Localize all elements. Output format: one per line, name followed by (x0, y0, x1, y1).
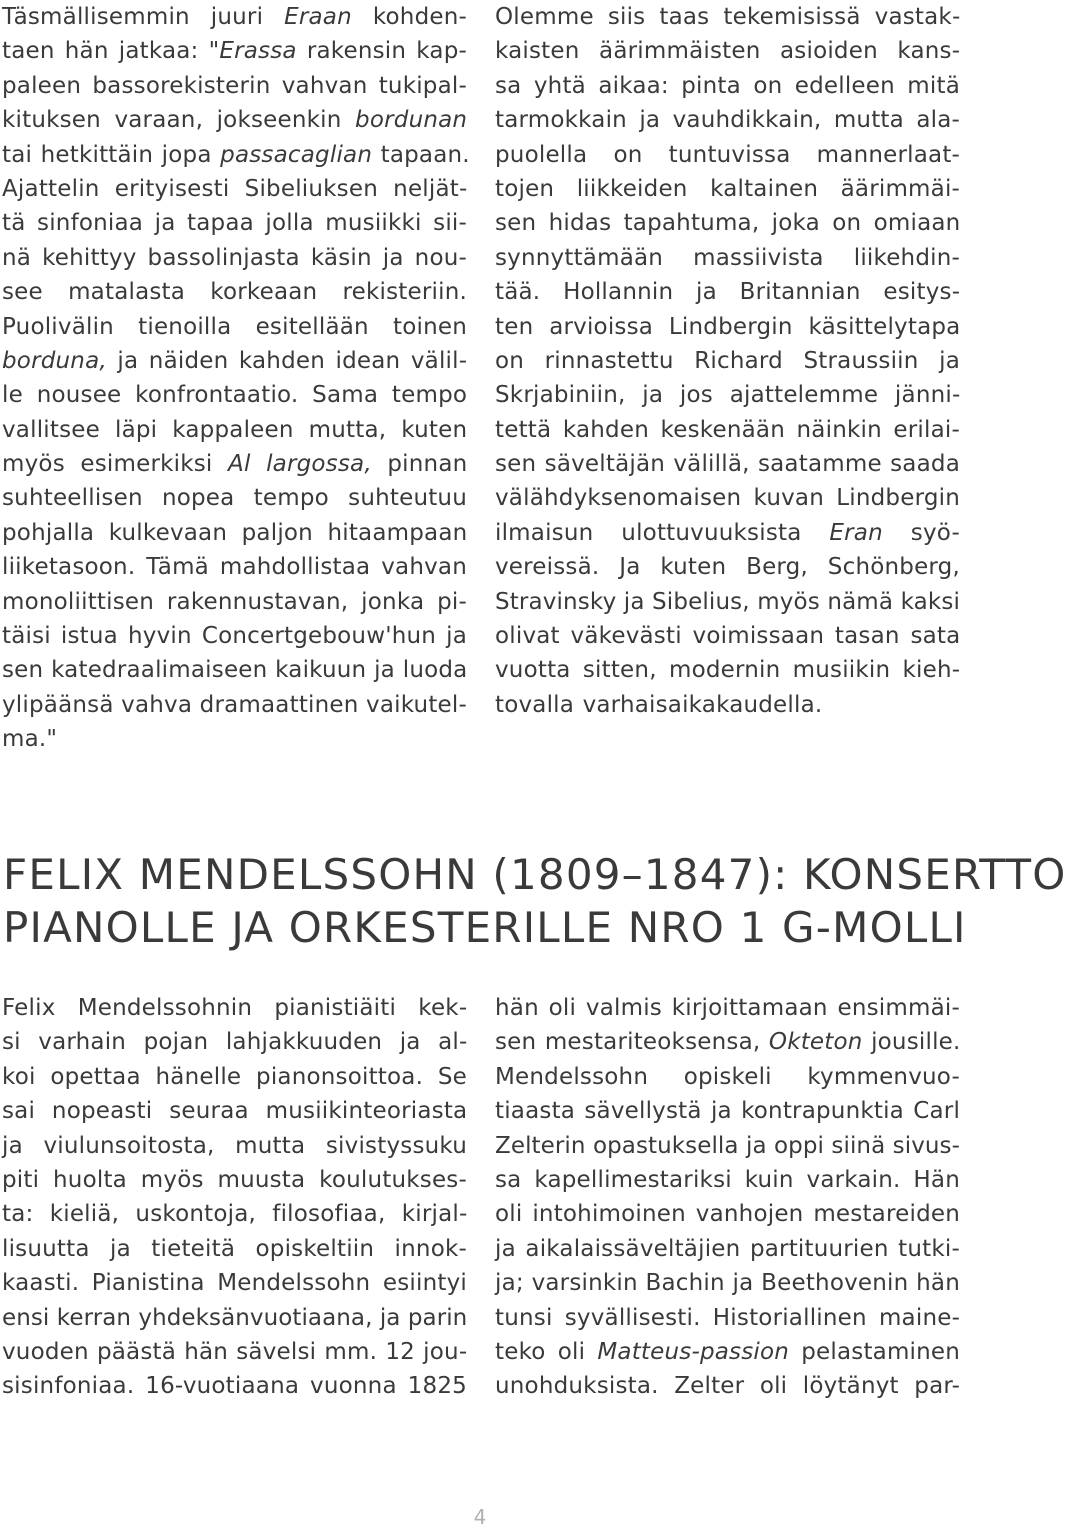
text-line: ja; varsinkin Bachin ja Beethovenin hän (495, 1270, 960, 1297)
text-line: vuoden päästä hän sävelsi mm. 12 jou- (2, 1338, 468, 1365)
heading-line-2: PIANOLLE JA ORKESTERILLE NRO 1 G-MOLLI (3, 903, 967, 952)
text-line: on rinnastettu Richard Straussiin ja (495, 347, 960, 374)
text-line: välähdyksenomaisen kuvan Lindbergin (495, 485, 960, 512)
text-line: tovalla varhaisaikakaudella. (495, 691, 823, 718)
text-line: see matalasta korkeaan rekisteriin. (2, 279, 467, 306)
text-line: kituksen varaan, jokseenkin bordunan (2, 107, 468, 134)
text-line: ja viulunsoitosta, mutta sivistyssuku (2, 1132, 467, 1159)
column-3-text (2, 991, 467, 1404)
text-line: oli intohimoinen vanhojen mestareiden (495, 1201, 960, 1228)
text-line: puolella on tuntuvissa mannerlaat- (495, 141, 961, 168)
text-line: paleen bassorekisterin vahvan tukipal- (2, 72, 467, 99)
text-line: tää. Hollannin ja Britannian esitys- (495, 279, 961, 306)
text-line: borduna, ja näiden kahden idean välil- (2, 347, 468, 374)
text-line: lisuutta ja tieteitä opiskeltiin innok- (2, 1235, 467, 1262)
text-line: Stravinsky ja Sibelius, myös nämä kaksi (495, 588, 961, 615)
text-line: sen katedraalimaiseen kaikuun ja luoda (2, 657, 468, 684)
column-4-text (495, 991, 960, 1404)
text-line: tunsi syvällisesti. Historiallinen maine- (495, 1304, 961, 1331)
text-line: Skrjabiniin, ja jos ajattelemme jänni- (495, 382, 961, 409)
text-line: Olemme siis taas tekemisissä vastak- (495, 4, 961, 30)
text-line: ma." (2, 726, 58, 753)
text-line: tarmokkain ja vauhdikkain, mutta ala- (495, 107, 960, 134)
text-line: sen mestariteoksensa, Okteton jousille. (495, 1029, 961, 1056)
text-line: ylipäänsä vahva dramaattinen vaikutel- (2, 691, 467, 718)
text-line: ja aikalaissäveltäjien partituurien tutki- (495, 1235, 960, 1262)
italic-title: Eran (829, 519, 883, 546)
text-line: teko oli Matteus-passion pelastaminen (495, 1338, 961, 1365)
italic-title: Okteton (768, 1029, 863, 1056)
text-line: ten arvioissa Lindbergin käsittelytapa (495, 313, 961, 340)
column-2-text (495, 0, 960, 722)
text-line: ta: kieliä, uskontoja, filosofiaa, kirjal- (2, 1201, 468, 1228)
page-number: 4 (473, 1505, 487, 1529)
text-line: tä sinfoniaa ja tapaa jolla musiikki sii- (2, 210, 468, 237)
section-heading (3, 848, 1067, 954)
italic-title: Erassa (219, 38, 297, 65)
column-1-text (2, 0, 470, 757)
text-line: synnyttämään massiivista liikehdin- (495, 244, 960, 271)
heading-line-1: FELIX MENDELSSOHN (1809–1847): KONSERTTO (3, 850, 1067, 899)
text-line: sen säveltäjän välillä, saatamme saada (495, 451, 960, 478)
text-line: sisinfoniaa. 16-vuotiaana vuonna 1825 (2, 1373, 467, 1400)
text-line: Täsmällisemmin juuri Eraan kohden- (2, 4, 467, 30)
text-line: Zelterin opastuksella ja oppi siinä sivus- (495, 1132, 960, 1159)
text-line: koi opettaa hänelle pianonsoittoa. Se (2, 1063, 467, 1090)
text-line: suhteellisen nopea tempo suhteutuu (2, 485, 467, 512)
italic-title: Al largossa, (228, 451, 372, 478)
text-line: Puolivälin tienoilla esitellään toinen (2, 313, 467, 340)
text-line: vuotta sitten, modernin musiikin kieh- (495, 657, 961, 684)
text-line: pohjalla kulkevaan paljon hitaampaan (2, 519, 468, 546)
text-line: ensi kerran yhdeksänvuotiaana, ja parin (2, 1304, 468, 1331)
text-line: kaasti. Pianistina Mendelssohn esiintyi (2, 1270, 467, 1297)
text-line: tojen liikkeiden kaltainen äärimmäi- (495, 175, 961, 202)
italic-title: Eraan (284, 4, 352, 30)
text-line: tettä kahden keskenään näinkin erilai- (495, 416, 960, 443)
italic-title: borduna, (2, 347, 107, 374)
text-line: Mendelssohn opiskeli kymmenvuo- (495, 1063, 960, 1090)
text-line: si varhain pojan lahjakkuuden ja al- (2, 1029, 468, 1056)
text-line: monoliittisen rakennustavan, jonka pi- (2, 588, 467, 615)
text-line: myös esimerkiksi Al largossa, pinnan (2, 451, 468, 478)
italic-title: passacaglian (220, 141, 373, 168)
italic-title: Matteus-passion (597, 1338, 790, 1365)
text-line: taen hän jatkaa: "Erassa rakensin kap- (2, 38, 467, 65)
text-line: nä kehittyy bassolinjasta käsin ja nou- (2, 244, 467, 271)
text-line: sai nopeasti seuraa musiikinteoriasta (2, 1098, 468, 1125)
text-line: piti huolta myös muusta koulutukses- (2, 1166, 467, 1193)
text-line: sen hidas tapahtuma, joka on omiaan (495, 210, 961, 237)
text-line: Felix Mendelssohnin pianistiäiti kek- (2, 995, 468, 1021)
text-line: unohduksista. Zelter oli löytänyt par- (495, 1373, 961, 1400)
text-line: liiketasoon. Tämä mahdollistaa vahvan (2, 554, 467, 581)
text-line: olivat väkevästi voimissaan tasan sata (495, 623, 961, 650)
text-line: tai hetkittäin jopa passacaglian tapaan. (2, 141, 470, 168)
italic-title: bordunan (355, 107, 468, 134)
text-line: kaisten äärimmäisten asioiden kans- (495, 38, 961, 65)
text-line: Ajattelin erityisesti Sibeliuksen neljät- (2, 175, 468, 202)
text-line: täisi istua hyvin Concertgebouw'hun ja (2, 623, 467, 650)
text-line: tiaasta sävellystä ja kontrapunktia Carl (495, 1098, 961, 1125)
text-line: vallitsee läpi kappaleen mutta, kuten (2, 416, 468, 443)
text-line: vereissä. Ja kuten Berg, Schönberg, (495, 554, 960, 581)
text-line: sa yhtä aikaa: pinta on edelleen mitä (495, 72, 960, 99)
text-line: hän oli valmis kirjoittamaan ensimmäi- (495, 995, 960, 1021)
text-line: le nousee konfrontaatio. Sama tempo (2, 382, 468, 409)
text-line: sa kapellimestariksi kuin varkain. Hän (495, 1166, 960, 1193)
text-line: ilmaisun ulottuvuuksista Eran syö- (495, 519, 960, 546)
